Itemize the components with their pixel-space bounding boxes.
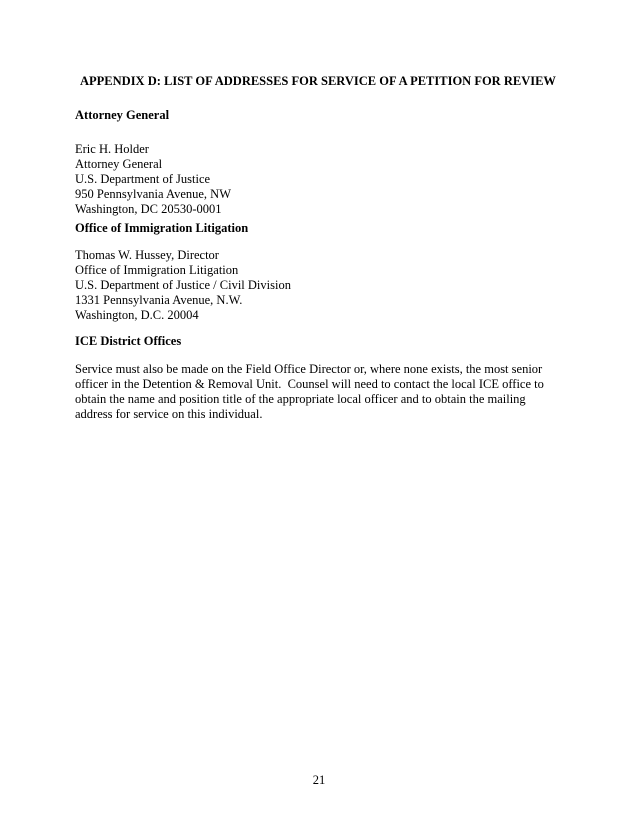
address-block-attorney-general: [75, 142, 231, 217]
section-heading-attorney-general: Attorney General: [75, 108, 170, 122]
paragraph-line: officer in the Detention & Removal Unit. Counsel will need to contact the local ICE office to: [75, 377, 544, 391]
address-line: Attorney General: [75, 157, 163, 171]
address-line: Washington, DC 20530-0001: [75, 202, 222, 216]
address-line: 1331 Pennsylvania Avenue, N.W.: [75, 293, 243, 307]
section-heading-immigration-litigation: Office of Immigration Litigation: [75, 221, 249, 235]
ice-service-paragraph: [75, 362, 565, 422]
page-number: 21: [312, 773, 326, 787]
address-line: U.S. Department of Justice / Civil Division: [75, 278, 291, 292]
address-line: Thomas W. Hussey, Director: [75, 248, 219, 262]
section-heading-ice-district-offices: ICE District Offices: [75, 334, 182, 348]
address-block-immigration-litigation: [75, 248, 291, 323]
paragraph-line: address for service on this individual.: [75, 407, 263, 421]
address-line: Eric H. Holder: [75, 142, 149, 156]
appendix-title: APPENDIX D: LIST OF ADDRESSES FOR SERVICE OF A PETITION FOR REVIEW: [80, 74, 556, 88]
address-line: Washington, D.C. 20004: [75, 308, 199, 322]
address-line: 950 Pennsylvania Avenue, NW: [75, 187, 231, 201]
paragraph-line: Service must also be made on the Field Office Director or, where none exists, the most senior: [75, 362, 543, 376]
paragraph-line: obtain the name and position title of the appropriate local officer and to obtain the mailing: [75, 392, 526, 406]
address-line: Office of Immigration Litigation: [75, 263, 239, 277]
address-line: U.S. Department of Justice: [75, 172, 211, 186]
